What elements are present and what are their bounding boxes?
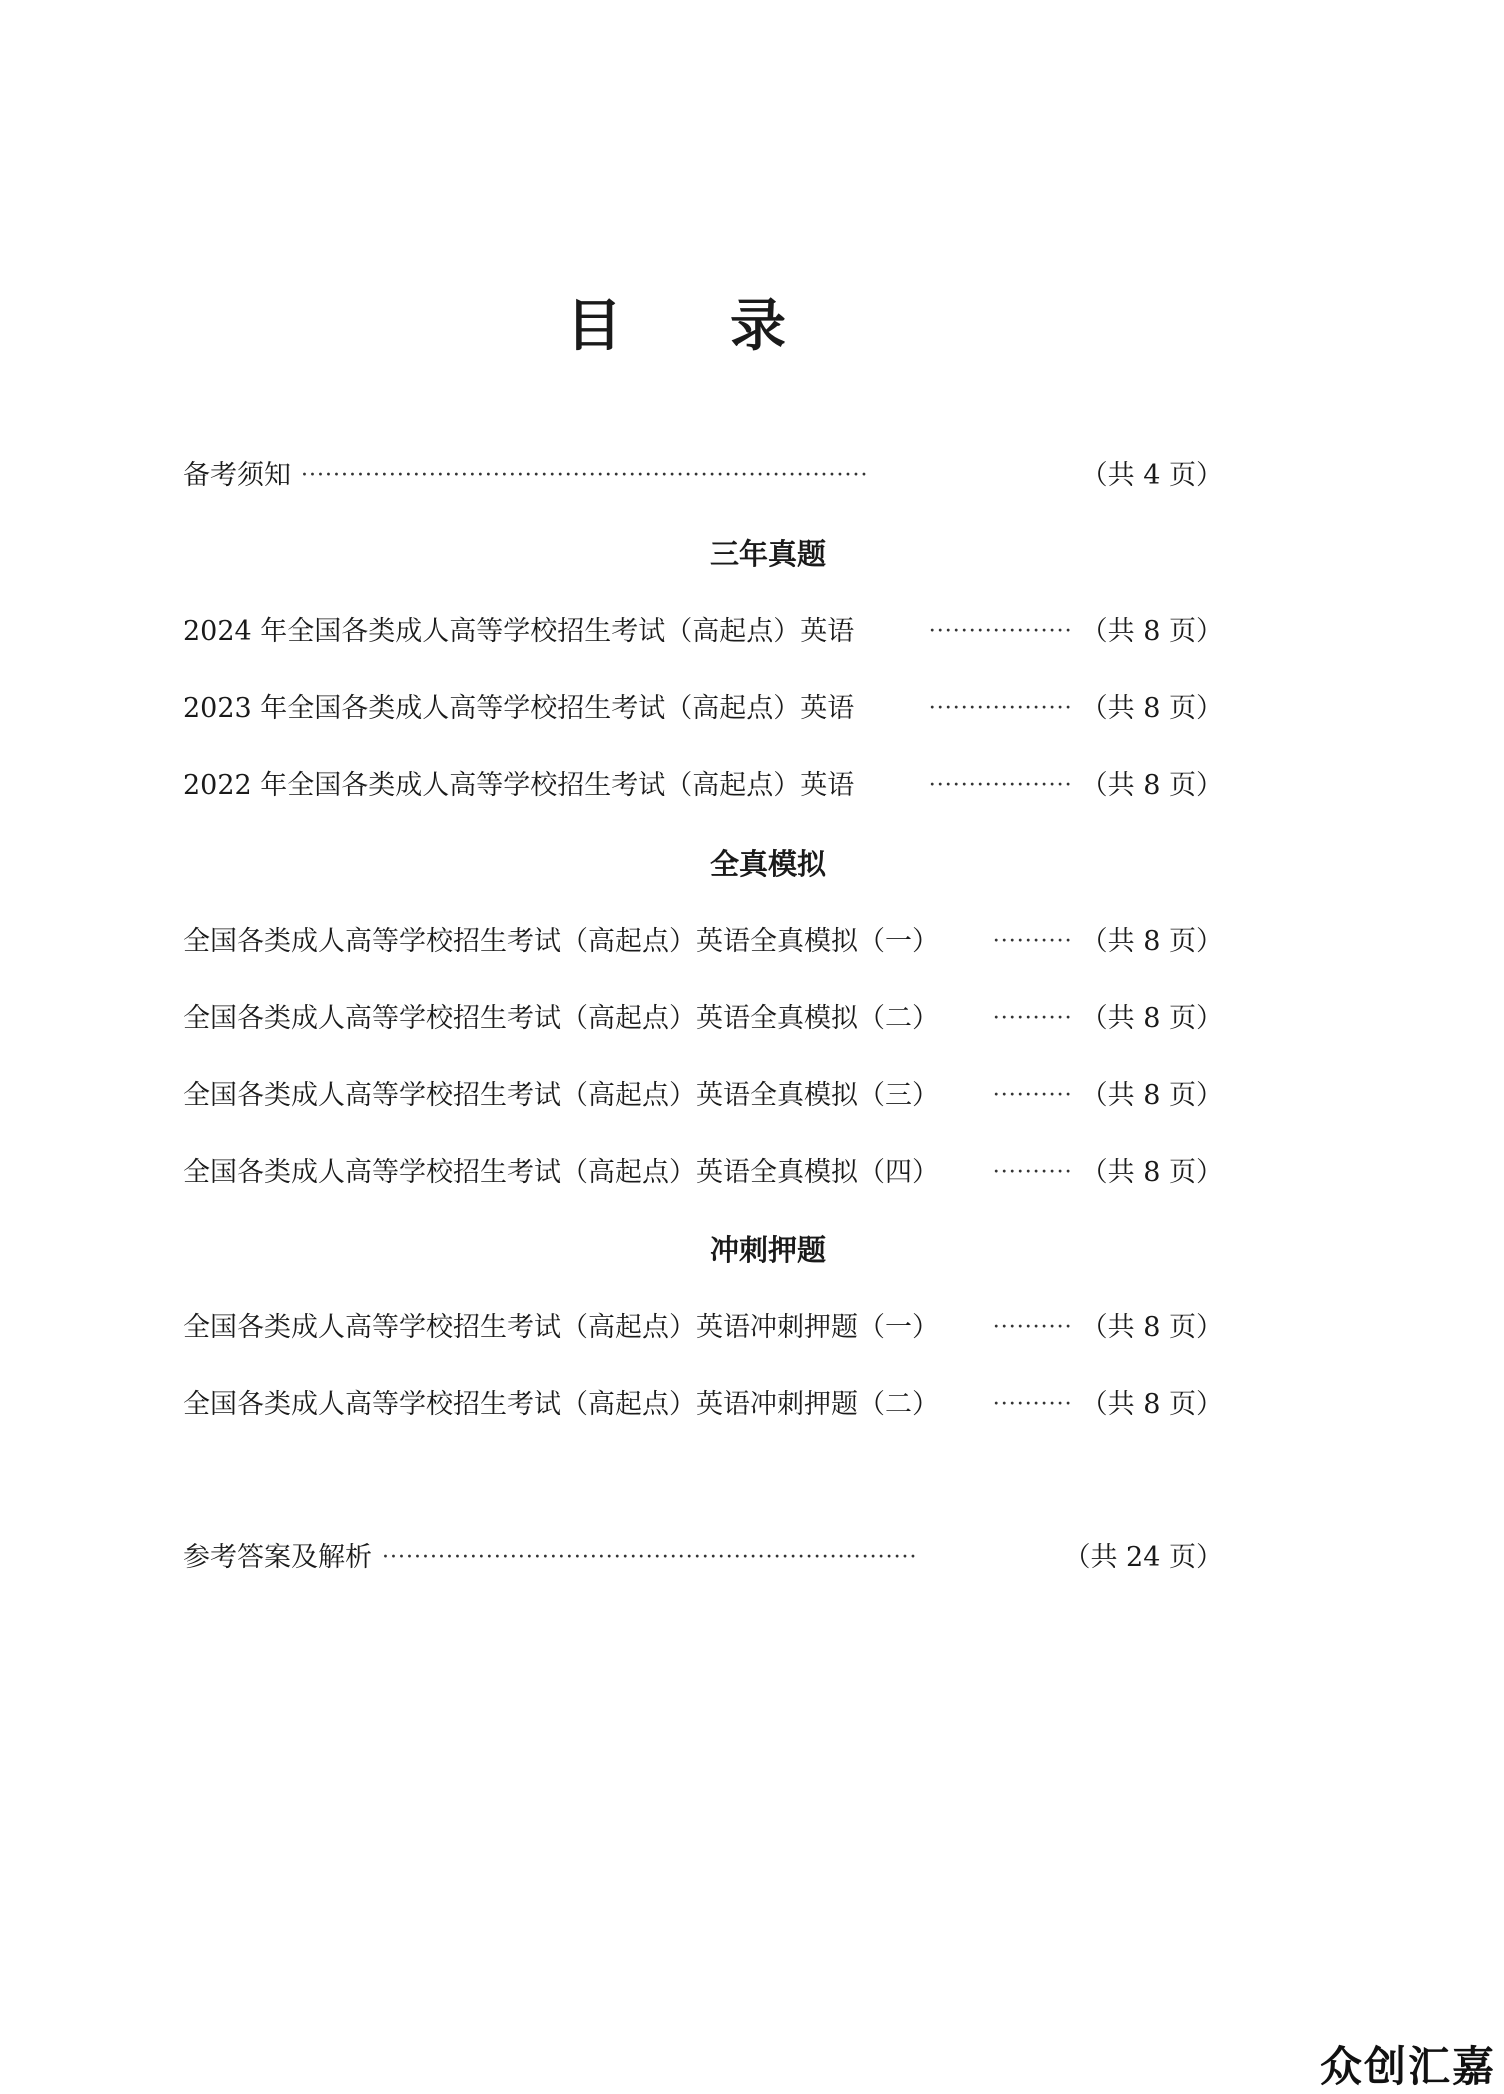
toc-leader-dots: ·········· bbox=[992, 1083, 1073, 1108]
toc-entry[interactable] bbox=[183, 1153, 1223, 1193]
toc-entry-label: 全国各类成人高等学校招生考试（高起点）英语全真模拟（三） bbox=[183, 1080, 939, 1111]
toc-entry[interactable] bbox=[183, 689, 1223, 729]
toc-entry-label: 全国各类成人高等学校招生考试（高起点）英语全真模拟（四） bbox=[183, 1157, 939, 1188]
toc-entry[interactable] bbox=[183, 1385, 1223, 1425]
toc-leader-dots: ·················· bbox=[928, 619, 1073, 644]
toc-entry-pages: （共 8 页） bbox=[1080, 616, 1223, 647]
toc-entry-pages: （共 8 页） bbox=[1080, 1080, 1223, 1111]
toc-leader-dots: ·········· bbox=[992, 1392, 1073, 1417]
toc-leader-dots: ·········· bbox=[992, 1160, 1073, 1185]
toc-entry-label: 2022 年全国各类成人高等学校招生考试（高起点）英语 bbox=[183, 770, 855, 801]
toc-leader-dots: ·················· bbox=[928, 696, 1073, 721]
toc-leader-dots: ·········· bbox=[992, 1006, 1073, 1031]
toc-entry-pages: （共 8 页） bbox=[1080, 1312, 1223, 1343]
toc-entry[interactable] bbox=[183, 999, 1223, 1039]
toc-entry-label: 全国各类成人高等学校招生考试（高起点）英语全真模拟（二） bbox=[183, 1003, 939, 1034]
section-heading-mock-exams: 全真模拟 bbox=[709, 847, 826, 881]
toc-entry[interactable] bbox=[183, 1308, 1223, 1348]
toc-entry[interactable] bbox=[183, 766, 1223, 806]
page-title-left: 目 bbox=[566, 293, 622, 359]
watermark-logo: 众创汇嘉 bbox=[1319, 2042, 1496, 2091]
toc-entry-label: 2023 年全国各类成人高等学校招生考试（高起点）英语 bbox=[183, 693, 855, 724]
toc-entry-label: 参考答案及解析 bbox=[183, 1542, 372, 1573]
toc-entry-pages: （共 8 页） bbox=[1080, 1389, 1223, 1420]
toc-entry-pages: （共 8 页） bbox=[1080, 693, 1223, 724]
page-title-right: 录 bbox=[730, 293, 786, 359]
toc-entry[interactable] bbox=[183, 1076, 1223, 1116]
toc-entry-pages: （共 8 页） bbox=[1080, 1157, 1223, 1188]
toc-entry-label: 全国各类成人高等学校招生考试（高起点）英语冲刺押题（一） bbox=[183, 1312, 939, 1343]
toc-entry-pages: （共 4 页） bbox=[1080, 460, 1223, 491]
page-title bbox=[0, 282, 1352, 362]
toc-entry-pages: （共 24 页） bbox=[1063, 1542, 1223, 1573]
toc-leader-dots: ·········· bbox=[992, 1315, 1073, 1340]
toc-entry[interactable] bbox=[183, 612, 1223, 652]
toc-leader-dots: ··································································· bbox=[382, 1545, 918, 1570]
toc-entry-answers[interactable] bbox=[183, 1538, 1223, 1578]
toc-entry-label: 全国各类成人高等学校招生考试（高起点）英语冲刺押题（二） bbox=[183, 1389, 939, 1420]
toc-entry-pages: （共 8 页） bbox=[1080, 926, 1223, 957]
toc-leader-dots: ······································································· bbox=[301, 463, 869, 488]
toc-entry-pages: （共 8 页） bbox=[1080, 770, 1223, 801]
toc-entry-label: 全国各类成人高等学校招生考试（高起点）英语全真模拟（一） bbox=[183, 926, 939, 957]
toc-entry-label: 2024 年全国各类成人高等学校招生考试（高起点）英语 bbox=[183, 616, 855, 647]
toc-entry-pages: （共 8 页） bbox=[1080, 1003, 1223, 1034]
toc-leader-dots: ·················· bbox=[928, 773, 1073, 798]
toc-leader-dots: ·········· bbox=[992, 929, 1073, 954]
toc-entry-label: 备考须知 bbox=[183, 460, 291, 491]
section-heading-final-sprint: 冲刺押题 bbox=[709, 1233, 826, 1267]
section-heading-past-papers: 三年真题 bbox=[709, 537, 826, 571]
toc-entry[interactable] bbox=[183, 922, 1223, 962]
toc-entry-intro[interactable] bbox=[183, 456, 1223, 496]
